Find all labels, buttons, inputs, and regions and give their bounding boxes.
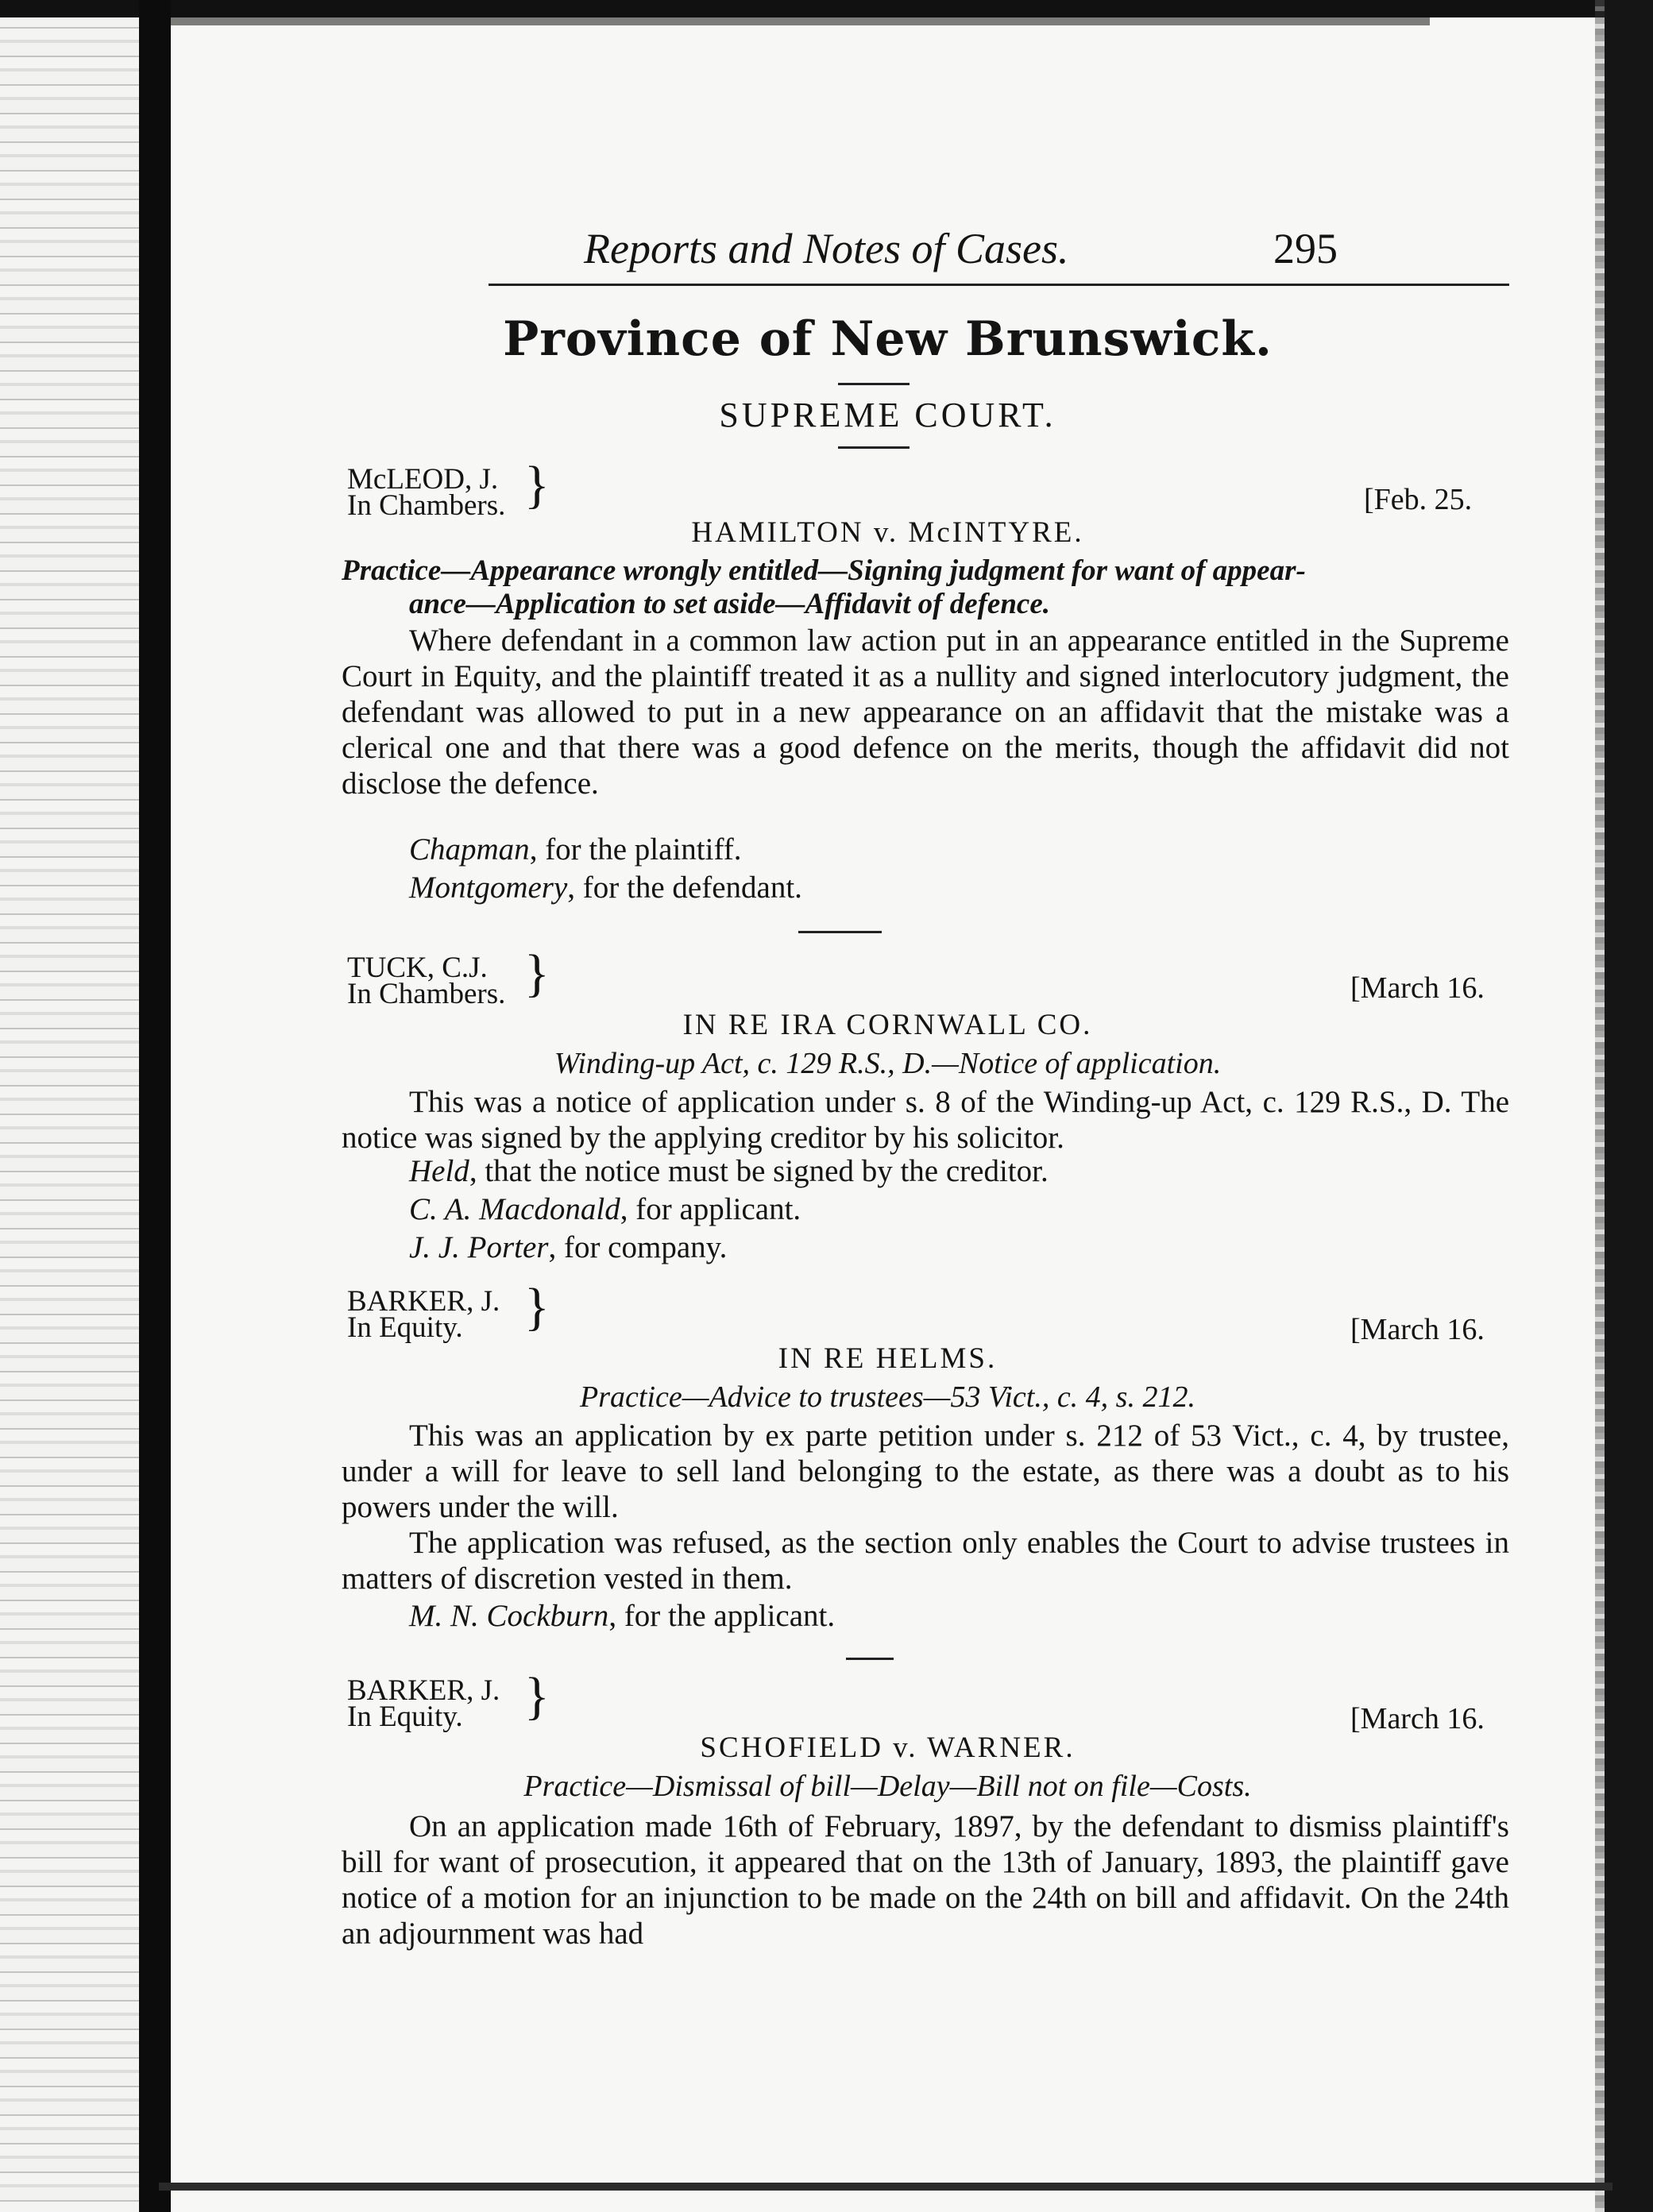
scan-bottom-edge — [159, 2183, 1612, 2191]
held-label: Held — [409, 1154, 469, 1188]
judge-sitting: In Chambers. — [347, 489, 506, 522]
judge-name: BARKER, J. — [347, 1674, 500, 1707]
case-body: This was an application by ex parte petition under s. 212 of 53 Vict., c. 4, by trustee, under a will for leave to sell land belonging to the estate, as there was a doubt as to his powers under the will. — [342, 1419, 1509, 1524]
divider — [846, 1658, 894, 1660]
judge-sitting: In Chambers. — [347, 978, 506, 1010]
brace: } — [524, 1278, 550, 1336]
scan-right-edge — [1605, 0, 1653, 2212]
case-title: IN RE IRA CORNWALL CO. — [682, 1009, 1093, 1041]
divider — [838, 383, 910, 385]
case-date: [Feb. 25. — [1364, 483, 1473, 516]
scan-top-shadow — [159, 17, 1430, 25]
case-title: HAMILTON v. McINTYRE. — [691, 516, 1084, 549]
case-summary-cont: ance—Application to set aside—Affidavit of defence. — [409, 588, 1051, 620]
brace: } — [524, 944, 550, 1002]
case-body: This was a notice of application under s. 8 of the Winding-up Act, c. 129 R.S., D. The notice was signed by the applying creditor by his solicitor. — [342, 1085, 1509, 1155]
running-head: Reports and Notes of Cases. — [584, 225, 1069, 272]
case-summary: Practice—Appearance wrongly entitled—Signing judgment for want of appear- — [342, 554, 1306, 587]
case-summary: Practice—Advice to trustees—53 Vict., c. 4, s. 212. — [580, 1380, 1195, 1414]
header-rule — [489, 284, 1509, 286]
counsel-line — [409, 1230, 727, 1265]
scan-top-edge — [0, 0, 1653, 17]
counsel-name: J. J. Porter — [409, 1230, 549, 1264]
held-text: , that the notice must be signed by the creditor. — [469, 1154, 1049, 1188]
scan-left-margin — [0, 0, 139, 2212]
book-page — [171, 25, 1605, 2183]
judge-name: TUCK, C.J. — [347, 952, 488, 984]
counsel-role: , for the plaintiff. — [529, 832, 742, 867]
case-title: SCHOFIELD v. WARNER. — [700, 1731, 1076, 1764]
page-number: 295 — [1273, 225, 1338, 272]
counsel-line — [409, 1191, 801, 1227]
divider — [798, 931, 882, 933]
case-date: [March 16. — [1350, 971, 1485, 1005]
counsel-name: C. A. Macdonald — [409, 1192, 620, 1226]
case-body: On an application made 16th of February, 1897, by the defendant to dismiss plaintiff's bill for want of prosecution, it appeared that on the 13th of January, 1893, the plaintiff gave notice of a motion for an injunction to be made on the 24th on bill and affidavit. On the 24th an adjournment was had — [342, 1809, 1509, 1951]
counsel-name: Chapman — [409, 832, 530, 867]
case-body: Where defendant in a common law action put in an appearance entitled in the Supreme Court in Equity, and the plaintiff treated it as a nullity and signed interlocutory judgment, the defendant was allowed to put in a new appearance on an affidavit that the mistake was a clerical one and that there was a good defence on the merits, though the affidavit did not disclose the defence. — [342, 623, 1509, 801]
divider — [838, 446, 910, 449]
judge-name: BARKER, J. — [347, 1285, 500, 1318]
brace: } — [524, 456, 550, 514]
case-date: [March 16. — [1350, 1702, 1485, 1735]
counsel-line — [409, 870, 802, 905]
counsel-line — [409, 832, 741, 867]
judge-name: McLEOD, J. — [347, 463, 499, 496]
court-heading: SUPREME COURT. — [719, 396, 1056, 434]
counsel-role: , for company. — [548, 1230, 728, 1264]
judge-sitting: In Equity. — [347, 1700, 463, 1733]
counsel-line — [409, 1598, 835, 1634]
case-summary: Practice—Dismissal of bill—Delay—Bill not on file—Costs. — [523, 1770, 1252, 1803]
case-summary: Winding-up Act, c. 129 R.S., D.—Notice of application. — [554, 1047, 1222, 1080]
case-date: [March 16. — [1350, 1313, 1485, 1346]
province-heading: Province of New Brunswick. — [503, 311, 1273, 367]
counsel-name: M. N. Cockburn — [409, 1599, 609, 1633]
case-title: IN RE HELMS. — [778, 1342, 998, 1375]
counsel-name: Montgomery — [409, 871, 568, 905]
judge-sitting: In Equity. — [347, 1311, 463, 1344]
counsel-role: , for the applicant. — [608, 1599, 836, 1633]
counsel-role: , for the defendant. — [567, 871, 802, 905]
scan-left-edge — [139, 0, 171, 2212]
brace: } — [524, 1667, 550, 1725]
held-line — [409, 1153, 1049, 1189]
case-body: The application was refused, as the section only enables the Court to advise trustees in matters of discretion vested in them. — [342, 1526, 1509, 1596]
counsel-role: , for applicant. — [620, 1192, 801, 1226]
